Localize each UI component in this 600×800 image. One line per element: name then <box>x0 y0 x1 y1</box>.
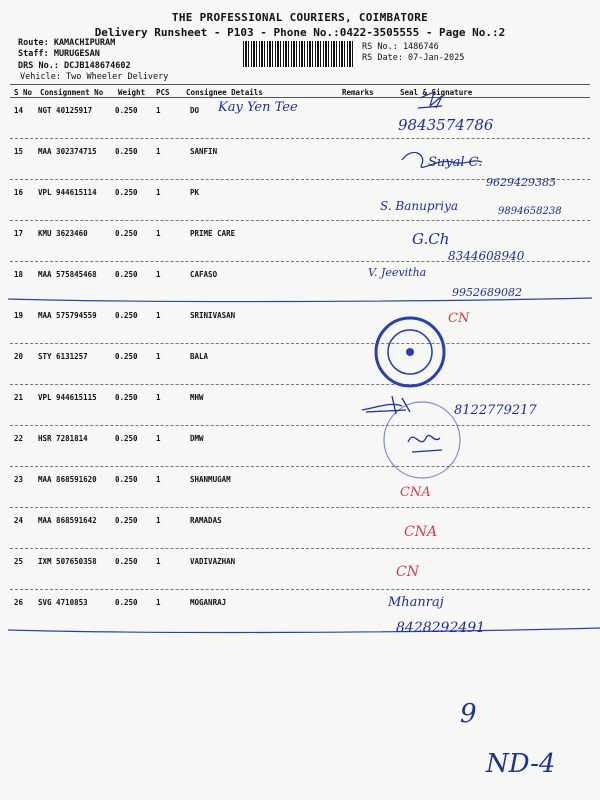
hw-r23-mark: CNA <box>400 485 431 500</box>
hw-r14-name: Kay Yen Tee <box>218 100 298 115</box>
hw-r24-mark: CNA <box>404 524 438 540</box>
hw-r15-name: Suyal C. <box>428 155 483 170</box>
hw-r18-name: V. Jeevitha <box>368 266 427 279</box>
row-pcs: 1 <box>156 311 161 320</box>
row-pcs: 1 <box>156 475 161 484</box>
row-pcs: 1 <box>156 270 161 279</box>
col-sno: S No <box>14 88 33 97</box>
row-weight: 0.250 <box>115 475 138 484</box>
col-pcs: PCS <box>156 88 170 97</box>
table-row <box>0 344 600 384</box>
row-consignee: SHANMUGAM <box>190 475 231 484</box>
row-weight: 0.250 <box>115 311 138 320</box>
row-pcs: 1 <box>156 229 161 238</box>
hw-r14-phone: 9843574786 <box>398 116 494 134</box>
header-rule-top <box>10 84 590 85</box>
row-weight: 0.250 <box>115 106 138 115</box>
col-consignee: Consignee Details <box>186 88 263 97</box>
table-row <box>0 467 600 507</box>
table-row <box>0 303 600 343</box>
row-consignment: HSR 7281814 <box>38 434 88 443</box>
row-consignee: RAMADAS <box>190 516 222 525</box>
hw-r16-name: S. Banupriya <box>380 199 459 213</box>
table-row <box>0 385 600 425</box>
row-consignee: SANFIN <box>190 147 218 156</box>
runsheet-title: Delivery Runsheet - P103 - Phone No.:0422-3505555 - Page No.:2 <box>94 26 506 39</box>
hw-footer-number: 9 <box>460 699 477 729</box>
table-row <box>0 508 600 548</box>
row-sno: 25 <box>14 557 24 566</box>
row-pcs: 1 <box>156 434 161 443</box>
row-pcs: 1 <box>156 598 161 607</box>
row-consignment: MAA 575794559 <box>38 311 97 320</box>
row-consignment: STY 6131257 <box>38 352 88 361</box>
row-weight: 0.250 <box>115 147 138 156</box>
row-sno: 23 <box>14 475 24 484</box>
row-weight: 0.250 <box>115 557 138 566</box>
table-row <box>0 221 600 261</box>
row-consignment: MAA 575845468 <box>38 270 97 279</box>
row-consignee: DMW <box>190 434 204 443</box>
hw-footer-code: ND-4 <box>486 749 556 779</box>
row-pcs: 1 <box>156 352 161 361</box>
row-consignment: MAA 868591620 <box>38 475 97 484</box>
row-pcs: 1 <box>156 147 161 156</box>
hw-r16-phone: 9894658238 <box>498 206 562 217</box>
route-label: Route: KAMACHIPURAM <box>18 38 116 48</box>
hw-r15-phone: 9629429385 <box>486 176 556 189</box>
drs-number: DRS No.: DCJB148674602 <box>18 61 131 71</box>
hw-r21-phone: 8122779217 <box>454 403 537 418</box>
hw-r26-phone: 8428292491 <box>396 620 486 636</box>
row-sno: 21 <box>14 393 24 402</box>
table-row <box>0 590 600 630</box>
row-consignment: NGT 40125917 <box>38 106 93 115</box>
table-row <box>0 180 600 220</box>
row-consignment: SVG 4710853 <box>38 598 88 607</box>
staff-label: Staff: MURUGESAN <box>18 49 100 59</box>
row-pcs: 1 <box>156 393 161 402</box>
col-weight: Weight <box>118 88 146 97</box>
row-sno: 16 <box>14 188 24 197</box>
row-sno: 19 <box>14 311 24 320</box>
row-consignment: MAA 868591642 <box>38 516 97 525</box>
row-consignee: BALA <box>190 352 209 361</box>
col-seal: Seal & Signature <box>400 88 473 97</box>
row-consignee: CAFASO <box>190 270 218 279</box>
hw-r18-phone: 9952689082 <box>452 286 522 299</box>
row-weight: 0.250 <box>115 229 138 238</box>
row-weight: 0.250 <box>115 516 138 525</box>
row-weight: 0.250 <box>115 270 138 279</box>
row-pcs: 1 <box>156 557 161 566</box>
row-consignment: KMU 3623460 <box>38 229 88 238</box>
row-sno: 22 <box>14 434 24 443</box>
company-name: THE PROFESSIONAL COURIERS, COIMBATORE <box>171 11 429 24</box>
row-consignment: MAA 302374715 <box>38 147 97 156</box>
row-sno: 15 <box>14 147 24 156</box>
rs-date: RS Date: 07-Jan-2025 <box>362 53 465 63</box>
col-consignment: Consignment No <box>40 88 104 97</box>
row-weight: 0.250 <box>115 434 138 443</box>
table-row <box>0 426 600 466</box>
row-consignee: PRIME CARE <box>190 229 236 238</box>
row-consignee: MOGANRAJ <box>190 598 227 607</box>
row-sno: 20 <box>14 352 24 361</box>
hw-r17-name: G.Ch <box>412 230 450 248</box>
table-row <box>0 98 600 138</box>
row-consignee: SRINIVASAN <box>190 311 236 320</box>
row-weight: 0.250 <box>115 188 138 197</box>
row-consignment: VPL 944615115 <box>38 393 97 402</box>
row-weight: 0.250 <box>115 352 138 361</box>
row-consignee: DO <box>190 106 200 115</box>
row-sno: 14 <box>14 106 24 115</box>
vehicle-label: Vehicle: Two Wheeler Delivery <box>20 72 169 82</box>
row-consignment: IXM 507650358 <box>38 557 97 566</box>
hw-r26-name: Mhanraj <box>388 595 444 610</box>
hw-r19-mark: CN <box>448 311 470 326</box>
row-consignment: VPL 944615114 <box>38 188 97 197</box>
row-pcs: 1 <box>156 516 161 525</box>
row-weight: 0.250 <box>115 598 138 607</box>
row-sno: 26 <box>14 598 24 607</box>
barcode <box>243 41 355 67</box>
table-row <box>0 262 600 302</box>
row-sno: 17 <box>14 229 24 238</box>
table-row <box>0 549 600 589</box>
hw-r17-phone: 8344608940 <box>448 249 525 263</box>
hw-r25-mark: CN <box>396 564 419 580</box>
row-consignee: PK <box>190 188 200 197</box>
row-sno: 24 <box>14 516 24 525</box>
row-pcs: 1 <box>156 188 161 197</box>
row-pcs: 1 <box>156 106 161 115</box>
row-consignee: MHW <box>190 393 204 402</box>
rs-number: RS No.: 1486746 <box>362 42 439 52</box>
table-row <box>0 139 600 179</box>
row-consignee: VADIVAZHAN <box>190 557 236 566</box>
row-weight: 0.250 <box>115 393 138 402</box>
col-remarks: Remarks <box>342 88 374 97</box>
row-sno: 18 <box>14 270 24 279</box>
